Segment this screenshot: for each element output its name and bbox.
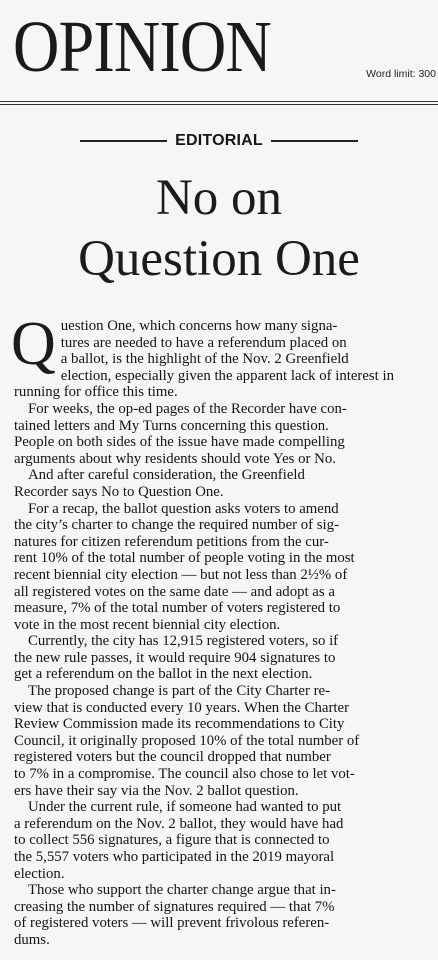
- article-line: tures are needed to have a referendum placed on: [60, 334, 347, 351]
- masthead-rule: [0, 101, 438, 105]
- article-line: view that is conducted every 10 years. When the Charter: [14, 699, 350, 716]
- headline-line: No on: [155, 170, 283, 226]
- headline-line: Question One: [78, 231, 360, 287]
- article-line: dums.: [14, 931, 50, 948]
- article-line: the 5,557 voters who participated in the 2019 mayoral: [14, 849, 335, 865]
- article-paragraph: [14, 633, 428, 683]
- article-line: Under the current rule, if someone had wanted to put: [28, 799, 342, 816]
- word-limit-note: Word limit: 300: [366, 68, 436, 80]
- article-line: to 7% in a compromise. The council also chose to let vot-: [14, 766, 355, 783]
- article-line: registered voters but the council dropped that number: [14, 749, 331, 766]
- article-paragraph: [14, 882, 428, 948]
- article-line: Council, it originally proposed 10% of the total number of: [14, 732, 360, 749]
- section-label: EDITORIAL: [175, 132, 263, 149]
- article-line: the new rule passes, it would require 904 signatures to: [14, 649, 336, 666]
- article-line: Recorder says No to Question One.: [14, 483, 224, 500]
- article-line: Currently, the city has 12,915 registered voters, so if: [28, 633, 339, 650]
- masthead: OPINION: [13, 6, 271, 87]
- article-line: Those who support the charter change argue that in-: [28, 882, 336, 899]
- drop-cap: Q: [11, 310, 56, 378]
- article-line: a referendum on the Nov. 2 ballot, they would have had: [14, 815, 344, 832]
- article-line: tained letters and My Turns concerning this question.: [14, 417, 329, 434]
- article-paragraph: [14, 401, 428, 467]
- article-line: vote in the most recent biennial city election.: [14, 616, 281, 633]
- article-line: And after careful consideration, the Greenfield: [28, 467, 305, 484]
- article-line: The proposed change is part of the City Charter re-: [28, 683, 330, 700]
- article-line: natures for citizen referendum petitions from the cur-: [14, 533, 329, 550]
- article-line: get a referendum on the ballot in the next election.: [14, 666, 313, 683]
- headline: [0, 168, 438, 290]
- article-line: rent 10% of the total number of people voting in the most: [14, 550, 355, 567]
- article-line: People on both sides of the issue have made compelling: [14, 434, 345, 451]
- article-line: a ballot, is the highlight of the Nov. 2 Greenfield: [60, 351, 349, 368]
- article-line: election.: [14, 865, 65, 882]
- article-line: ers have their say via the Nov. 2 ballot question.: [14, 782, 299, 799]
- article-line: to collect 556 signatures, a figure that is connected to: [14, 832, 330, 849]
- article-line: election, especially given the apparent lack of interest in: [60, 367, 394, 384]
- article-paragraph: [11, 310, 428, 401]
- article-paragraph: [14, 799, 428, 882]
- article-line: For weeks, the op-ed pages of the Recorder have con-: [28, 400, 347, 417]
- article-line: of registered voters — will prevent frivolous referen-: [14, 915, 330, 932]
- article-line: uestion One, which concerns how many signa-: [60, 318, 338, 334]
- article-line: running for office this time.: [14, 384, 178, 401]
- article-line: measure, 7% of the total number of voters registered to: [14, 600, 341, 617]
- section-header: [0, 130, 438, 152]
- article-line: For a recap, the ballot question asks voters to amend: [28, 500, 339, 517]
- article-line: creasing the number of signatures required — that 7%: [14, 898, 335, 915]
- article-line: recent biennial city election — but not less than 2½% of: [14, 566, 348, 583]
- article-line: Review Commission made its recommendations to City: [14, 716, 345, 733]
- article-paragraph: [14, 501, 428, 634]
- article-line: the city’s charter to change the required number of sig-: [14, 517, 339, 534]
- article-paragraph: [14, 683, 428, 799]
- article-line: arguments about why residents should vote Yes or No.: [14, 450, 336, 467]
- article-body: [11, 310, 428, 949]
- article-line: all registered votes on the same date — and adopt as a: [14, 583, 335, 600]
- article-paragraph: [14, 467, 428, 500]
- section-rule-left: [80, 140, 167, 142]
- section-rule-right: [271, 140, 358, 142]
